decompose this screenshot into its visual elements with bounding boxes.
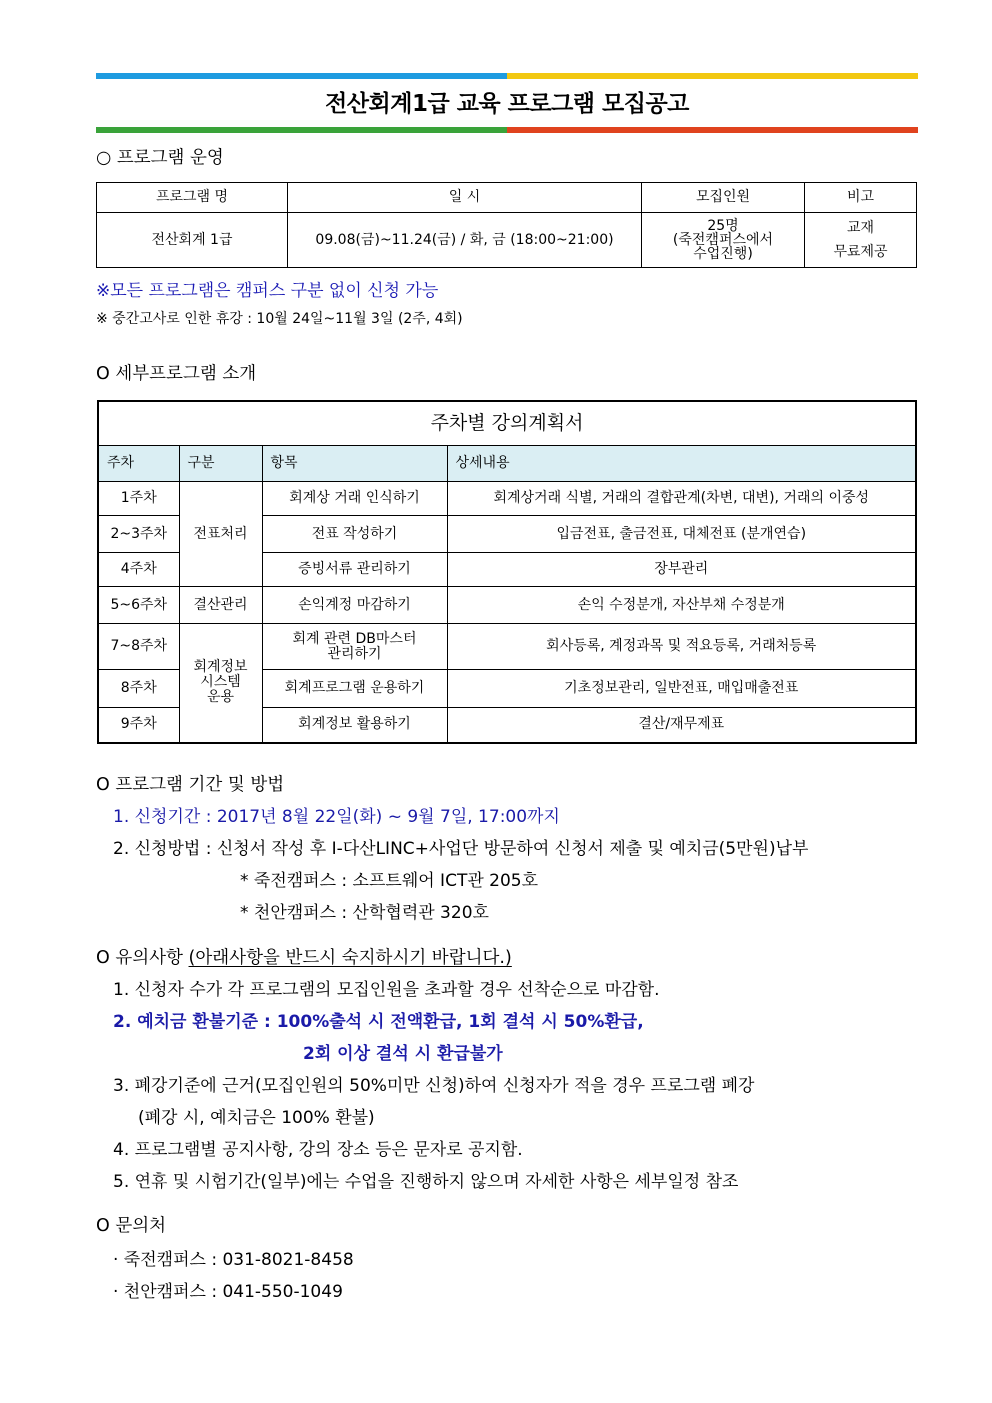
week-cell: 7~8주차 — [98, 624, 179, 670]
header-schedule: 일 시 — [288, 183, 642, 213]
detail-cell: 기초정보관리, 일반전표, 매입매출전표 — [447, 670, 916, 708]
week-cell: 8주차 — [98, 670, 179, 708]
section-detail-heading: O 세부프로그램 소개 — [96, 364, 257, 384]
header-detail: 상세내용 — [447, 446, 916, 482]
item-line1: 회계 관련 DB마스터 — [292, 630, 417, 647]
page-title: 전산회계1급 교육 프로그램 모집공고 — [325, 91, 689, 117]
item-line2: 관리하기 — [327, 645, 382, 662]
note-line1: 교재 — [846, 220, 875, 236]
jukjeon-location: * 죽전캠퍼스 : 소프트웨어 ICT관 205호 — [240, 871, 539, 891]
item-cell: 회계프로그램 운용하기 — [262, 670, 447, 708]
category-line2: 시스템 — [200, 674, 241, 691]
cell-note — [805, 213, 917, 268]
detail-cell: 결산/재무제표 — [447, 708, 916, 743]
header-capacity: 모집인원 — [642, 183, 805, 213]
notice-item-3-line1: 3. 폐강기준에 근거(모집인원의 50%미만 신청)하여 신청자가 적을 경우 프로그램 폐강 — [113, 1076, 755, 1096]
table-row — [98, 624, 916, 670]
week-cell: 2~3주차 — [98, 516, 179, 553]
title-bar-top-blue — [96, 73, 507, 79]
note-all-campus: ※모든 프로그램은 캠퍼스 구분 없이 신청 가능 — [96, 281, 439, 301]
cell-schedule: 09.08(금)~11.24(금) / 화, 금 (18:00~21:00) — [288, 213, 642, 268]
cell-capacity — [642, 213, 805, 268]
capacity-line2: (죽전캠퍼스에서 — [672, 232, 774, 248]
week-cell: 9주차 — [98, 708, 179, 743]
header-week: 주차 — [98, 446, 179, 482]
note-line2: 무료제공 — [833, 244, 888, 260]
week-cell: 5~6주차 — [98, 587, 179, 624]
table-row — [98, 587, 916, 624]
notice-item-1: 1. 신청자 수가 각 프로그램의 모집인원을 초과할 경우 선착순으로 마감함. — [113, 980, 660, 1000]
table-row — [98, 482, 916, 516]
detail-cell: 회사등록, 계정과목 및 적요등록, 거래처등록 — [447, 624, 916, 670]
weekly-plan-caption: 주차별 강의계획서 — [98, 401, 916, 446]
category-line3: 운용 — [206, 689, 235, 706]
notice-heading-underlined: (아래사항을 반드시 숙지하시기 바랍니다.) — [188, 948, 512, 968]
category-line1: 회계정보 — [193, 659, 248, 676]
title-bar-bottom-green — [96, 127, 507, 133]
detail-cell: 입금전표, 출금전표, 대체전표 (분개연습) — [447, 516, 916, 553]
week-cell: 4주차 — [98, 553, 179, 587]
item-cell: 회계상 거래 인식하기 — [262, 482, 447, 516]
detail-cell: 장부관리 — [447, 553, 916, 587]
detail-cell: 회계상거래 식별, 거래의 결합관계(차변, 대변), 거래의 이중성 — [447, 482, 916, 516]
week-cell: 1주차 — [98, 482, 179, 516]
section-period-heading: O 프로그램 기간 및 방법 — [96, 775, 285, 795]
category-cell — [179, 624, 262, 743]
cell-program-name: 전산회계 1급 — [97, 213, 288, 268]
contact-cheonan: · 천안캠퍼스 : 041-550-1049 — [113, 1282, 343, 1302]
item-cell: 전표 작성하기 — [262, 516, 447, 553]
header-category: 구분 — [179, 446, 262, 482]
capacity-line1: 25명 — [707, 218, 739, 234]
notice-item-3-line2: (폐강 시, 예치금은 100% 환불) — [138, 1108, 375, 1128]
apply-period: 1. 신청기간 : 2017년 8월 22일(화) ~ 9월 7일, 17:00까지 — [113, 807, 560, 827]
contact-jukjeon: · 죽전캠퍼스 : 031-8021-8458 — [113, 1250, 354, 1270]
header-note: 비고 — [805, 183, 917, 213]
item-cell: 손익계정 마감하기 — [262, 587, 447, 624]
section-notice-heading — [96, 946, 512, 970]
item-cell — [262, 624, 447, 670]
title-bar-bottom-red — [507, 127, 918, 133]
capacity-line3: 수업진행) — [693, 246, 753, 262]
section-program-heading: ○ 프로그램 운영 — [96, 148, 224, 168]
note-midterm-break: ※ 중간고사로 인한 휴강 : 10월 24일~11월 3일 (2주, 4회) — [96, 311, 463, 327]
notice-heading-prefix: O 유의사항 — [96, 948, 189, 968]
apply-method: 2. 신청방법 : 신청서 작성 후 I-다산LINC+사업단 방문하여 신청서 제출 및 예치금(5만원)납부 — [113, 839, 809, 859]
category-cell: 전표처리 — [179, 482, 262, 587]
section-contact-heading: O 문의처 — [96, 1216, 167, 1236]
notice-item-2-line1: 2. 예치금 환불기준 : 100%출석 시 전액환급, 1회 결석 시 50%환급, — [113, 1012, 644, 1032]
detail-cell: 손익 수정분개, 자산부채 수정분개 — [447, 587, 916, 624]
notice-item-4: 4. 프로그램별 공지사항, 강의 장소 등은 문자로 공지함. — [113, 1140, 523, 1160]
item-cell: 회계정보 활용하기 — [262, 708, 447, 743]
header-item: 항목 — [262, 446, 447, 482]
header-program-name: 프로그램 명 — [97, 183, 288, 213]
notice-item-5: 5. 연휴 및 시험기간(일부)에는 수업을 진행하지 않으며 자세한 사항은 세부일정 참조 — [113, 1172, 739, 1192]
category-cell: 결산관리 — [179, 587, 262, 624]
notice-item-2-line2: 2회 이상 결석 시 환급불가 — [303, 1044, 503, 1064]
item-cell: 증빙서류 관리하기 — [262, 553, 447, 587]
program-table — [96, 182, 917, 268]
title-bar-top-yellow — [507, 73, 918, 79]
weekly-plan-table — [97, 400, 917, 744]
cheonan-location: * 천안캠퍼스 : 산학협력관 320호 — [240, 903, 489, 923]
